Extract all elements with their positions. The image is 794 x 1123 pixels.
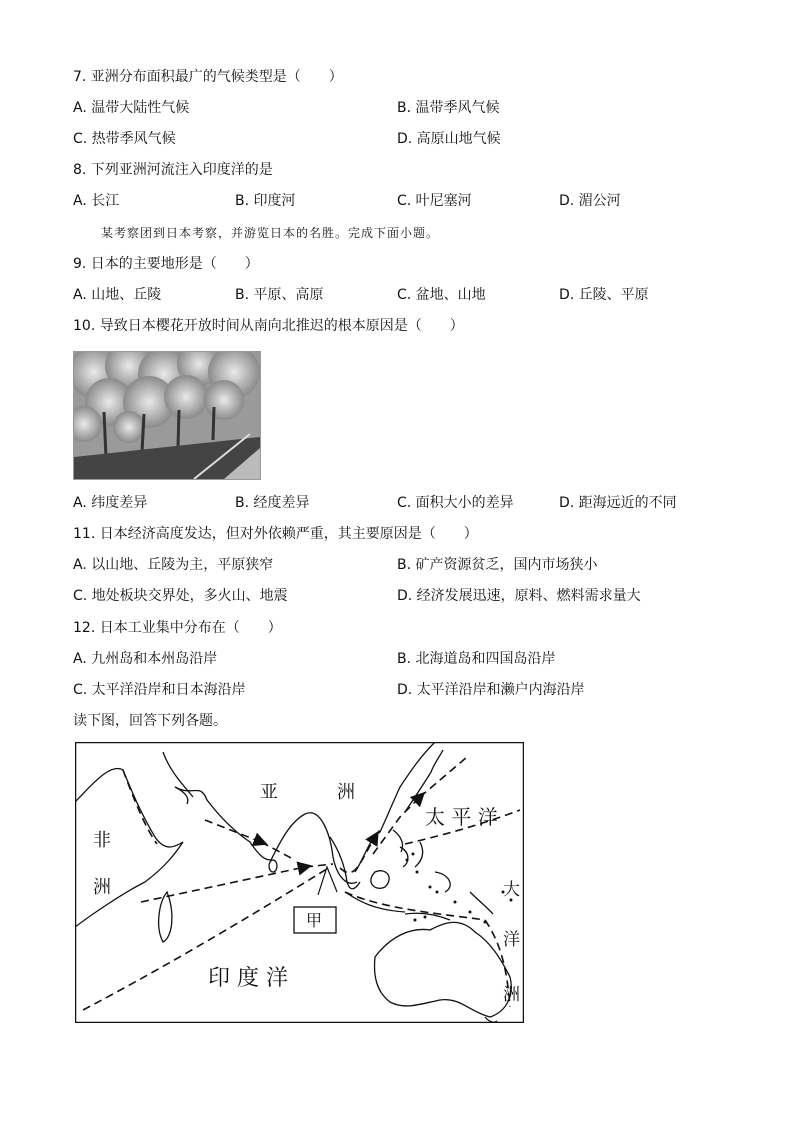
- map-intro: 读下图，回答下列各题。: [73, 713, 227, 729]
- question-8-stem: 8. 下列亚洲河流注入印度洋的是: [73, 162, 273, 178]
- question-8-option-c[interactable]: C. 叶尼塞河: [397, 193, 472, 209]
- label-oceania-3: 洲: [503, 985, 520, 1005]
- question-12-option-c[interactable]: C. 太平洋沿岸和日本海沿岸: [73, 682, 246, 698]
- question-7-stem: 7. 亚洲分布面积最广的气候类型是（ ）: [73, 69, 343, 85]
- question-9-option-a[interactable]: A. 山地、丘陵: [73, 287, 162, 303]
- label-asia-2: 洲: [337, 782, 355, 803]
- shipping-route-map: [75, 742, 524, 1023]
- label-pacific-ocean: 太 平 洋: [425, 805, 498, 829]
- question-11-option-c[interactable]: C. 地处板块交界处，多火山、地震: [73, 588, 288, 604]
- question-11-option-d[interactable]: D. 经济发展迅速，原料、燃料需求量大: [397, 588, 641, 604]
- question-7-option-b[interactable]: B. 温带季风气候: [397, 100, 500, 116]
- question-10-option-a[interactable]: A. 纬度差异: [73, 495, 148, 511]
- question-9-option-d[interactable]: D. 丘陵、平原: [559, 287, 649, 303]
- question-8-option-d[interactable]: D. 湄公河: [559, 193, 621, 209]
- label-indian-ocean: 印 度 洋: [208, 966, 288, 991]
- question-11-option-b[interactable]: B. 矿产资源贫乏，国内市场狭小: [397, 557, 598, 573]
- question-12-option-a[interactable]: A. 九州岛和本州岛沿岸: [73, 651, 218, 667]
- label-asia-1: 亚: [260, 782, 278, 803]
- question-7-option-a[interactable]: A. 温带大陆性气候: [73, 100, 190, 116]
- question-9-option-b[interactable]: B. 平原、高原: [235, 287, 324, 303]
- label-oceania-1: 大: [503, 880, 520, 900]
- question-10-option-d[interactable]: D. 距海远近的不同: [559, 495, 677, 511]
- question-8-option-b[interactable]: B. 印度河: [235, 193, 296, 209]
- cherry-blossom-photo: [73, 351, 261, 480]
- question-12-stem: 12. 日本工业集中分布在（ ）: [73, 620, 282, 636]
- question-12-option-d[interactable]: D. 太平洋沿岸和濑户内海沿岸: [397, 682, 585, 698]
- label-jia: 甲: [306, 911, 323, 930]
- question-10-stem: 10. 导致日本樱花开放时间从南向北推迟的根本原因是（ ）: [73, 318, 464, 334]
- question-11-stem: 11. 日本经济高度发达，但对外依赖严重，其主要原因是（ ）: [73, 526, 478, 542]
- label-oceania-2: 洋: [503, 930, 520, 950]
- question-10-option-c[interactable]: C. 面积大小的差异: [397, 495, 514, 511]
- question-7-option-d[interactable]: D. 高原山地气候: [397, 131, 501, 147]
- label-africa-1: 非: [93, 830, 111, 851]
- question-12-option-b[interactable]: B. 北海道岛和四国岛沿岸: [397, 651, 556, 667]
- question-11-option-a[interactable]: A. 以山地、丘陵为主，平原狭窄: [73, 557, 274, 573]
- label-africa-2: 洲: [93, 877, 111, 898]
- japan-intro-text: 某考察团到日本考察，并游览日本的名胜。完成下面小题。: [101, 226, 440, 240]
- question-8-option-a[interactable]: A. 长江: [73, 193, 120, 209]
- question-9-stem: 9. 日本的主要地形是（ ）: [73, 256, 259, 272]
- question-9-option-c[interactable]: C. 盆地、山地: [397, 287, 486, 303]
- question-7-option-c[interactable]: C. 热带季风气候: [73, 131, 176, 147]
- question-10-option-b[interactable]: B. 经度差异: [235, 495, 310, 511]
